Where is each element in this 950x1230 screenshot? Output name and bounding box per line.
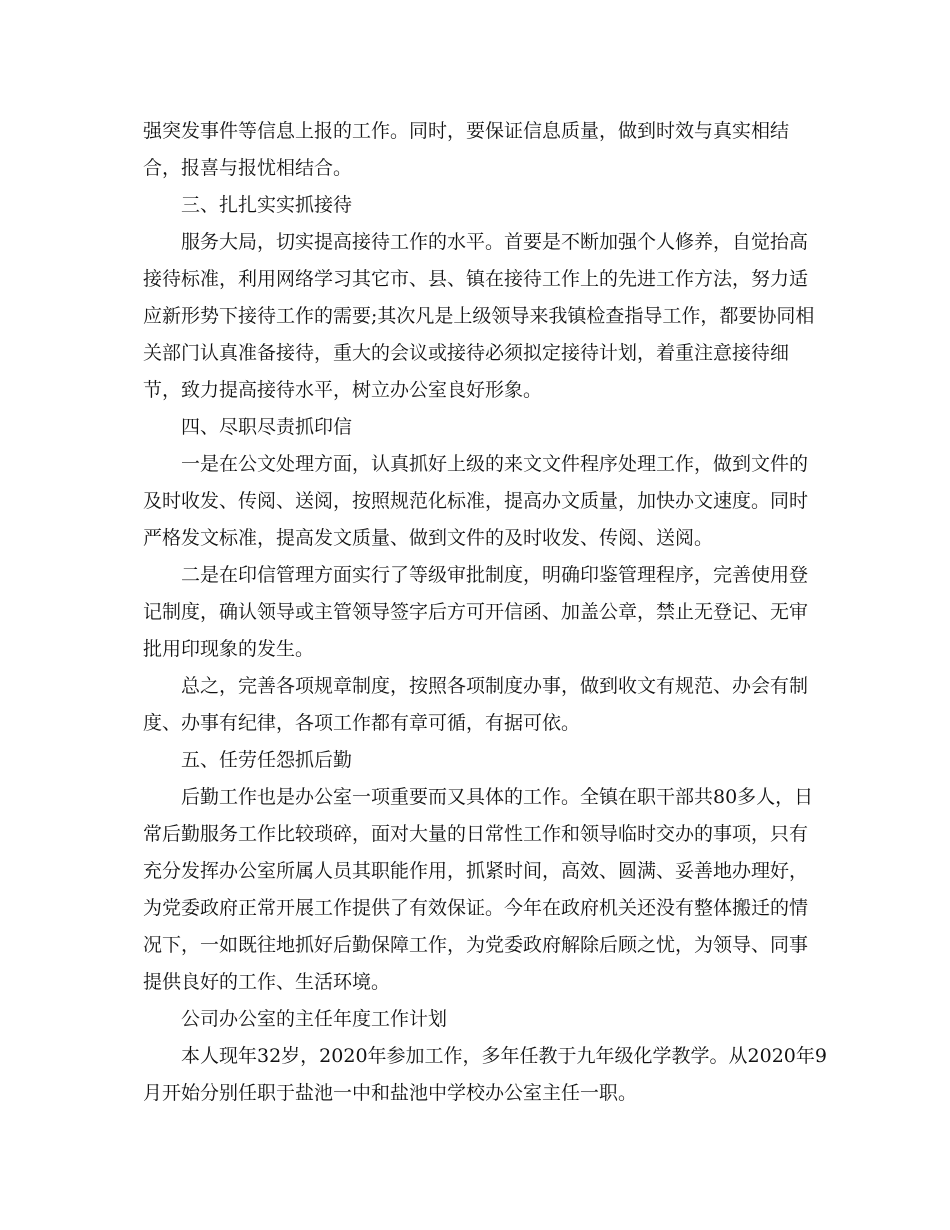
text-line: 及时收发、传阅、送阅，按照规范化标准，提高办文质量，加快办文速度。同时	[143, 490, 809, 512]
section-heading: 公司办公室的主任年度工作计划	[143, 1008, 448, 1030]
text-line: 批用印现象的发生。	[143, 638, 315, 660]
text-line: 节，致力提高接待水平，树立办公室良好形象。	[143, 379, 543, 401]
text-line: 度、办事有纪律，各项工作都有章可循，有据可依。	[143, 712, 581, 734]
text-line: 二是在印信管理方面实行了等级审批制度，明确印鉴管理程序，完善使用登	[143, 564, 809, 586]
text-line: 服务大局，切实提高接待工作的水平。首要是不断加强个人修养，自觉抬高	[143, 231, 809, 253]
section-heading: 三、扎扎实实抓接待	[143, 194, 353, 216]
text-line: 记制度，确认领导或主管领导签字后方可开信函、加盖公章，禁止无登记、无审	[143, 601, 809, 623]
text-line: 为党委政府正常开展工作提供了有效保证。今年在政府机关还没有整体搬迁的情	[143, 897, 809, 919]
text-line: 况下，一如既往地抓好后勤保障工作，为党委政府解除后顾之忧，为领导、同事	[143, 934, 809, 956]
text-line: 总之，完善各项规章制度，按照各项制度办事，做到收文有规范、办会有制	[143, 675, 809, 697]
text-line: 强突发事件等信息上报的工作。同时，要保证信息质量，做到时效与真实相结	[143, 120, 790, 142]
text-line: 一是在公文处理方面，认真抓好上级的来文文件程序处理工作，做到文件的	[143, 453, 809, 475]
text-line: 关部门认真准备接待，重大的会议或接待必须拟定接待计划，着重注意接待细	[143, 342, 790, 364]
section-heading: 五、任劳任怨抓后勤	[143, 749, 353, 771]
text-line: 提供良好的工作、生活环境。	[143, 971, 391, 993]
text-line: 充分发挥办公室所属人员其职能作用，抓紧时间，高效、圆满、妥善地办理好，	[143, 860, 809, 882]
text-line: 严格发文标准，提高发文质量、做到文件的及时收发、传阅、送阅。	[143, 527, 714, 549]
text-line: 应新形势下接待工作的需要;其次凡是上级领导来我镇检查指导工作，都要协同相	[143, 305, 815, 327]
text-line: 常后勤服务工作比较琐碎，面对大量的日常性工作和领导临时交办的事项，只有	[143, 823, 809, 845]
text-line: 月开始分别任职于盐池一中和盐池中学校办公室主任一职。	[143, 1082, 638, 1104]
text-line: 接待标准，利用网络学习其它市、县、镇在接待工作上的先进工作方法，努力适	[143, 268, 809, 290]
text-line: 后勤工作也是办公室一项重要而又具体的工作。全镇在职干部共80多人，日	[143, 786, 814, 808]
text-line: 本人现年32岁，2020年参加工作，多年任教于九年级化学教学。从2020年9	[143, 1045, 827, 1067]
text-line: 合，报喜与报忧相结合。	[143, 157, 353, 179]
section-heading: 四、尽职尽责抓印信	[143, 416, 353, 438]
document-body	[143, 113, 827, 1112]
